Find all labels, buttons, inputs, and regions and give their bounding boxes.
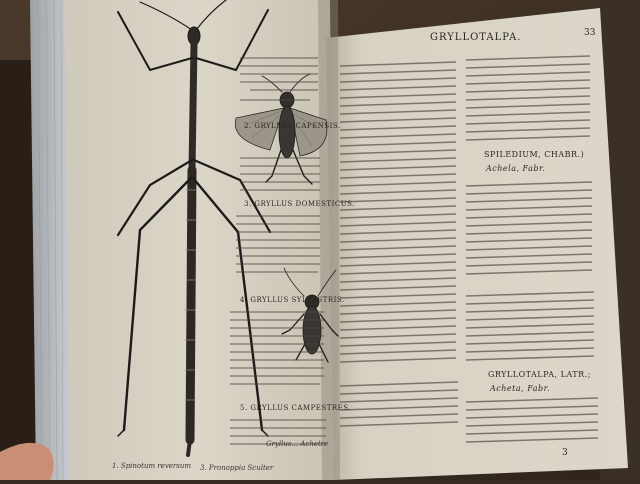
left-section-capensis: 2. GRYLLUS CAPENSIS.: [244, 122, 341, 130]
plate-caption-extra: Gryllus... Achetre: [266, 440, 329, 448]
page-edges: [30, 0, 70, 480]
plate-caption-3: 3. Pronoppia Sculter: [200, 464, 274, 472]
section-heading-spiledium: SPILEDIUM, CHABR.): [484, 150, 585, 159]
footer-mark: 3: [562, 448, 568, 458]
section-heading-gryllotalpa: GRYLLOTALPA, LATR.;: [488, 370, 591, 379]
section-subheading-1: Achela, Fabr.: [486, 164, 546, 173]
thumb: [0, 443, 54, 480]
running-head: GRYLLOTALPA.: [430, 32, 522, 43]
section-subheading-2: Acheta, Fabr.: [490, 384, 551, 393]
left-section-campestres: 5. GRYLLUS CAMPESTRES.: [240, 404, 352, 412]
left-section-domesticus: 3. GRYLLUS DOMESTICUS.: [244, 200, 355, 208]
plate-caption-1: 1. Spinotum reversum: [112, 462, 191, 470]
page-number: 33: [584, 28, 596, 38]
left-section-sylvestris: 4. GRYLLUS SYLVESTRIS.: [240, 296, 345, 304]
